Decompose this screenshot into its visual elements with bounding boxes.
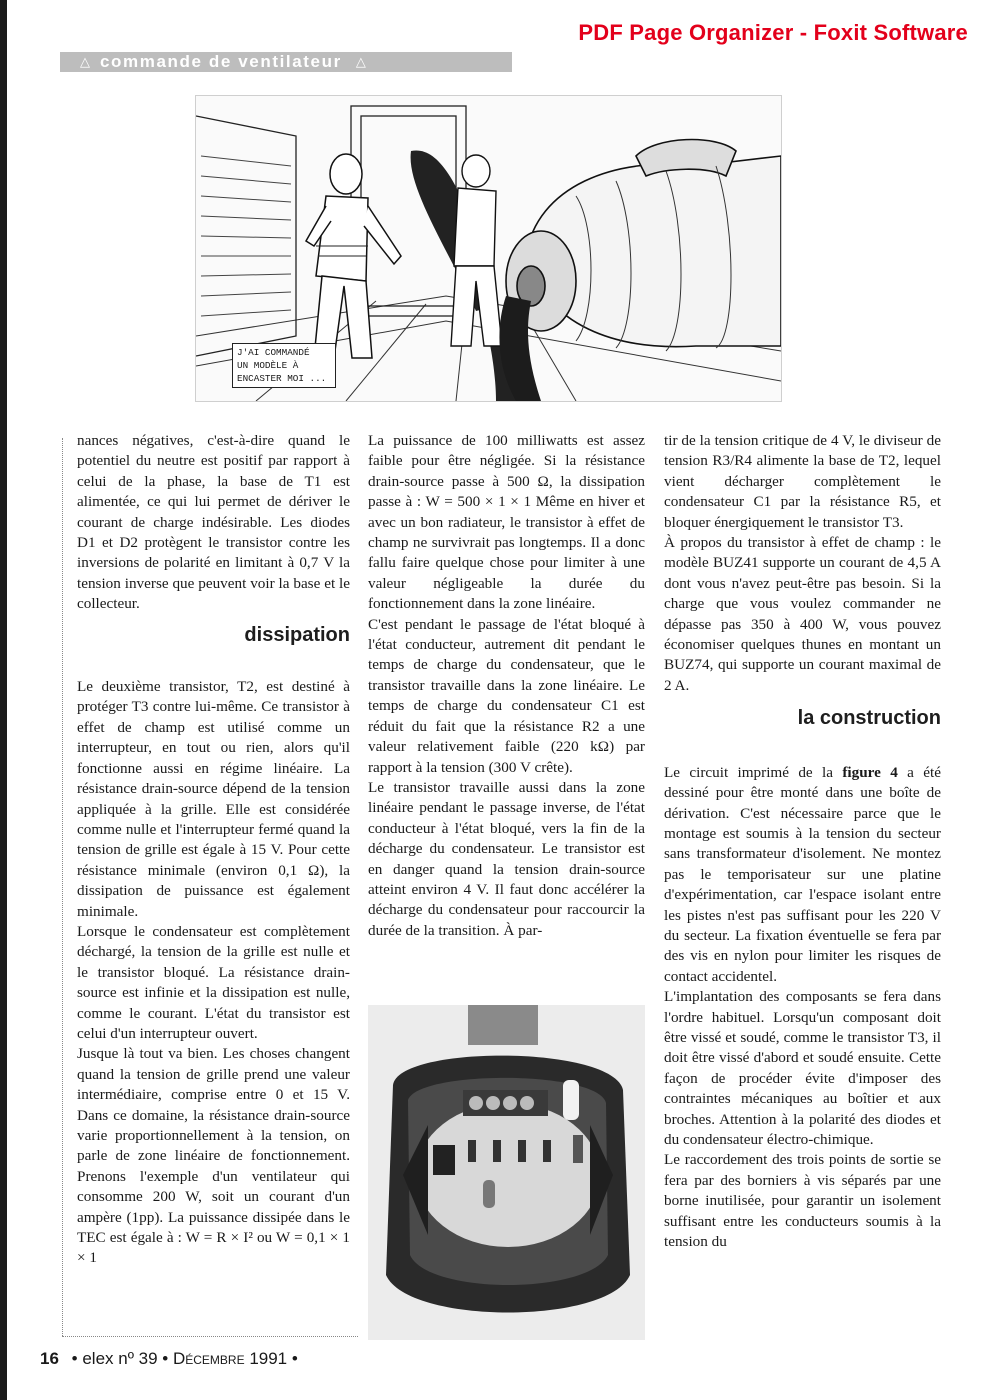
footer-year: 1991 • [249, 1349, 298, 1368]
text-column-1 [77, 431, 350, 1269]
figure-reference: figure 4 [842, 763, 898, 781]
triangle-left-icon: △ [80, 54, 90, 69]
text-run: Le circuit imprimé de la [664, 763, 843, 781]
paragraph: La puissance de 100 milliwatts est assez faible pour être négligée. Si la résistance drain-source passe à 500 Ω, la dissipation passe à : W = 500 × 1 × 1 Même en hiver et avec un bon radiateur, le transistor à effet de champ ne survivrait pas longtemps. Il a donc fallu faire quelque chose pour limiter à une valeur négligeable la durée du fonctionnement dans la zone linéaire. [368, 432, 645, 613]
foxit-watermark: PDF Page Organizer - Foxit Software [578, 20, 968, 45]
page-footer [40, 1349, 298, 1369]
paragraph: Lorsque le condensateur est complètement déchargé, la tension de la grille est nulle et le transistor bloqué. La résistance drain-source est infinie et la dissipation est nulle, comme le courant. L'état du transistor est celui d'un interrupteur ouvert. [77, 922, 350, 1042]
section-header-bar [60, 52, 512, 72]
footer-issue: • elex nº 39 • [71, 1349, 169, 1368]
paragraph: nances négatives, c'est-à-dire quand le potentiel du neutre est positif par rapport à celui de la phase, la base de T1 est alimentée, ce qui lui permet de dériver le courant de charge indésirable. Les diodes D1 et D2 protègent le transistor contre les inversions de polarité en limitant à 0,7 V la tension inverse que peuvent voir la base et le collecteur. [77, 432, 350, 613]
page-number: 16 [40, 1349, 59, 1368]
text-column-2 [368, 431, 645, 941]
text-run: a été dessiné pour être monté dans une boîte de dérivation. C'est nécessaire parce que le montage est soumis à la tension du secteur sans transformateur d'isolement. Ne montez pas le temporisateur sur une platine d'expérimentation, car l'espace isolant entre les pistes n'est pas suffisant pour les 220 V du secteur. La fixation éventuelle se fera par des vis en nylon pour limiter les risques de contact accidentel. [664, 763, 941, 985]
speech-line: UN MODÈLE À [237, 360, 299, 371]
section-header-title: commande de ventilateur [100, 52, 342, 71]
paragraph: À propos du transistor à effet de champ : le modèle BUZ41 supporte un courant de 4,5 A dont vous n'avez peut-être pas besoin. Si la charge que vous voulez commander ne dépasse pas 350 à 400 W, vous pouvez économiser quelques thunes en montant un BUZ74, qui supporte un courant maximal de 2 A. [664, 534, 941, 694]
paragraph [664, 763, 941, 987]
paragraph: tir de la tension critique de 4 V, le diviseur de tension R3/R4 alimente la base de T2, lequel vient décharger complètement le condensateur C1 par la résistance R5, et bloquer énergiquement le transistor T3. [664, 432, 941, 531]
paragraph: Le raccordement des trois points de sortie se fera par des borniers à vis séparés par une borne inutilisée, pour garantir un isolement suffisant entre les conducteurs soumis à la tension du [664, 1151, 941, 1251]
speech-bubble [232, 343, 336, 388]
section-heading-dissipation: dissipation [244, 623, 350, 646]
section-heading-construction: la construction [797, 707, 941, 730]
circuit-box-photo [368, 1005, 645, 1340]
paragraph: Le transistor travaille aussi dans la zone linéaire pendant le passage inverse, de l'état conducteur à l'état bloqué, vers la fin de la décharge du condensateur. Le transistor est en danger quand la tension drain-source atteint environ 4 V. Il faut donc accélérer la décharge du condensateur pour raccourcir la durée de la transition. À par- [368, 778, 645, 939]
paragraph: L'implantation des composants se fera dans l'ordre habituel. Lorsqu'un composant doit être vissé et soudé, comme le transistor T3, il doit être vissé d'abord et soudé ensuite. Cette façon de procéder évite d'imposer des contraintes mécaniques au boîtier et aux broches. Attention à la polarité des diodes et du condensateur électro-chimique. [664, 988, 941, 1148]
column-guide-line [62, 438, 63, 1336]
speech-line: ENCASTER MOI ... [237, 373, 327, 384]
paragraph: Le deuxième transistor, T2, est destiné à protéger T3 contre lui-même. Ce transistor à effet de champ est utilisé comme un interrupteur, en tout ou rien, alors qu'il fonctionne aussi en régime linéaire. La résistance drain-source dépend de la tension appliquée à la grille. Elle est considérée comme nulle et l'interrupteur fermé quand la tension de grille est égale à 15 V. Pour cette résistance minimale (environ 0,1 Ω), la dissipation de puissance est également minimale. [77, 678, 350, 920]
triangle-right-icon: △ [355, 54, 366, 69]
paragraph: C'est pendant le passage de l'état bloqué à l'état conducteur, autrement dit pendant le temps de charge du condensateur, que le transistor travaille dans la zone linéaire. Le temps de charge du condensateur C1 est réduit du fait que la résistance R2 a une valeur relativement faible (220 kΩ) par rapport à la tension (300 V crête). [368, 615, 645, 776]
speech-line: J'AI COMMANDÉ [237, 347, 310, 358]
left-edge-rule [0, 0, 7, 1400]
text-column-3 [664, 431, 941, 1252]
footer-month: Décembre [172, 1349, 245, 1368]
paragraph: Jusque là tout va bien. Les choses changent quand la tension de grille prend une valeur intermédiaire, comprise entre 0 et 15 V. Dans ce domaine, la résistance drain-source varie proportionnellement à la tension, on parle de zone linéaire de fonctionnement. Prenons l'exemple d'un ventilateur qui consomme 200 W, soit un courant d'un ampère (1pp). La puissance dissipée dans le TEC est égale à : W = R × I² ou W = 0,1 × 1 × 1 [77, 1045, 350, 1267]
column-guide-line [62, 1336, 358, 1337]
